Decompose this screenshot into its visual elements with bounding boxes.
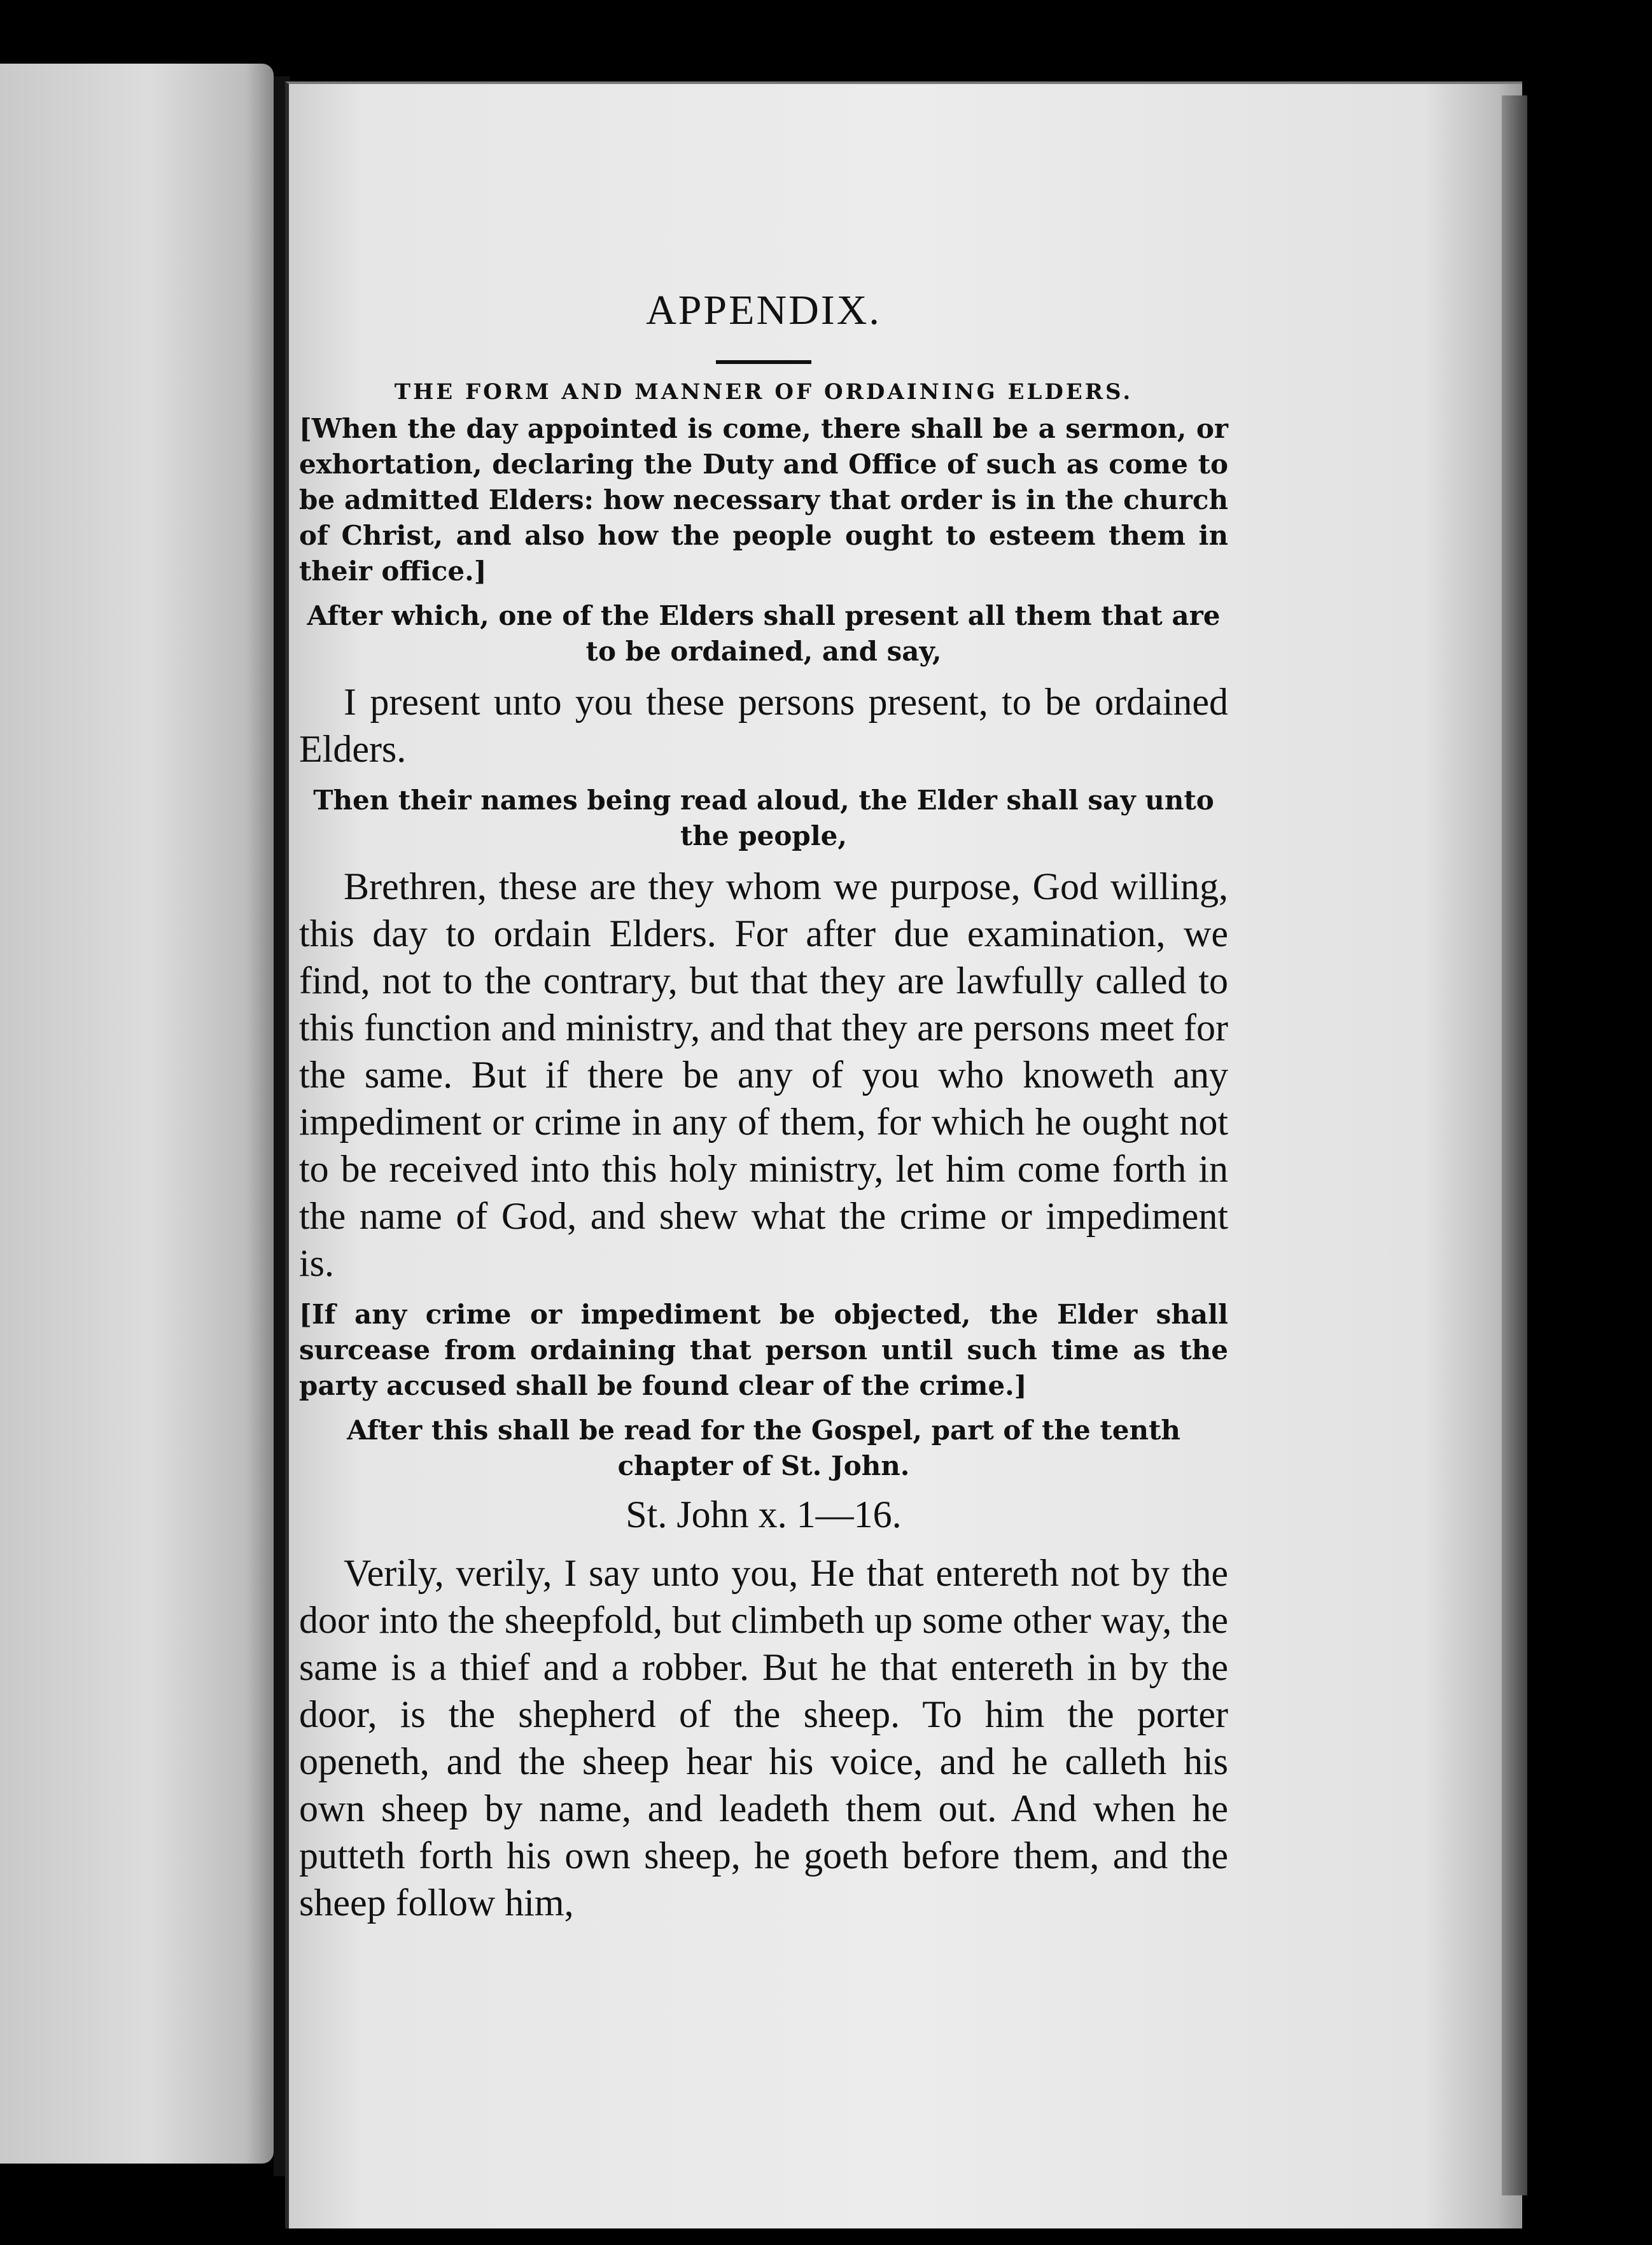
section-title: THE FORM AND MANNER OF ORDAINING ELDERS.: [394, 379, 1133, 405]
rubric-instruction-2: After which, one of the Elders shall present all them that are to be ordained, and say,: [307, 600, 1221, 667]
scripture-reference: St. John x. 1—16.: [626, 1493, 902, 1535]
rubric-instruction-3: Then their names being read aloud, the Elder shall say unto the people,: [313, 785, 1214, 851]
page-heading: APPENDIX.: [646, 287, 881, 333]
page-edge: [1502, 95, 1527, 2195]
rubric-instruction-4: [If any crime or impediment be objected, the Elder shall surcease from ordaining that person until such time as the party accused shall be found clear of the crime.]: [299, 1299, 1228, 1401]
heading-rule: [716, 360, 811, 364]
rubric-instruction-5: After this shall be read for the Gospel, part of the tenth chapter of St. John.: [347, 1415, 1180, 1481]
facing-page: [0, 64, 274, 2164]
paragraph-gospel: Verily, verily, I say unto you, He that entereth not by the door into the sheepfold, but climbeth up some other way, the same is a thief and a robber. But he that entereth in by the door, is the shepherd of the sheep. To him the porter openeth, and the sheep hear his voice, and he calleth his own sheep by name, and leadeth them out. And when he putteth forth his own sheep, he goeth before them, and the sheep follow him,: [299, 1552, 1228, 1924]
rubric-instruction-1: [When the day appointed is come, there shall be a sermon, or exhortation, declaring the Duty and Office of such as come to be admitted Elders: how necessary that order is in the church of Christ, and also how the people ought to esteem them in their office.]: [299, 413, 1228, 587]
paragraph-presentation: I present unto you these persons present, to be ordained Elders.: [299, 681, 1228, 770]
paragraph-address: Brethren, these are they whom we purpose, God willing, this day to ordain Elders. For after due examination, we find, not to the contrary, but that they are lawfully called to this function and ministry, and that they are persons meet for the same. But if there be any of you who knoweth any impediment or crime in any of them, for which he ought not to be received into this holy ministry, let him come forth in the name of God, and shew what the crime or impediment is.: [299, 865, 1228, 1284]
page-text: [299, 286, 1228, 1936]
